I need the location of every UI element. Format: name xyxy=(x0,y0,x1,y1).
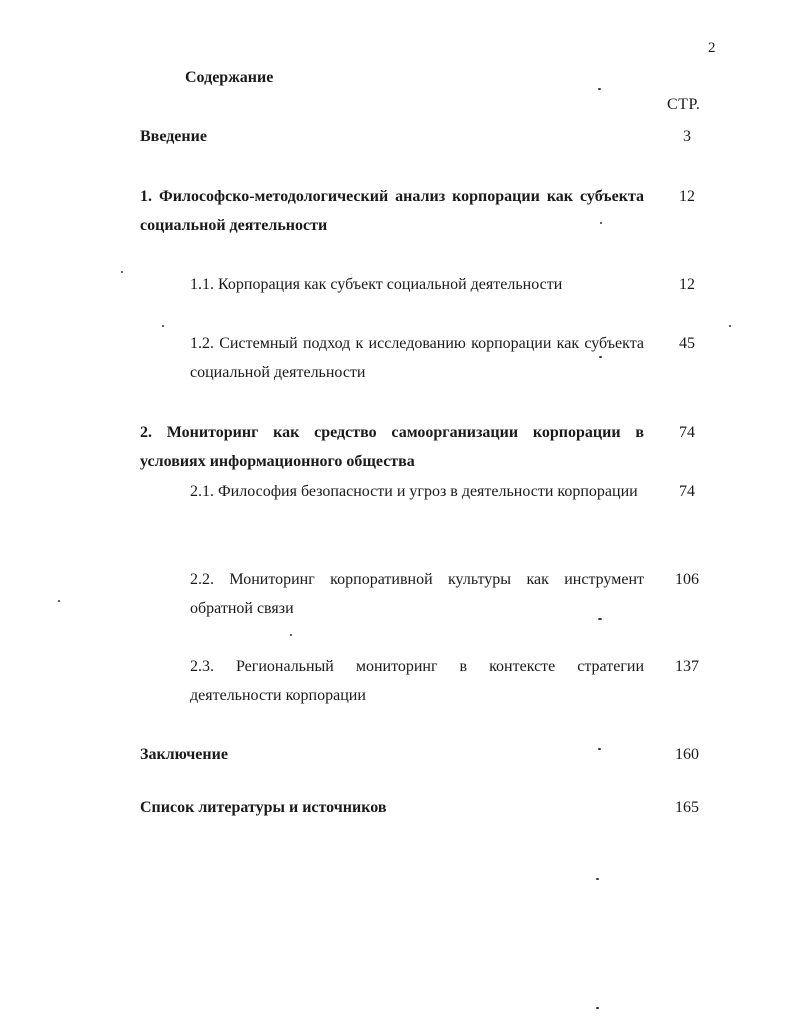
toc-entry-page: 165 xyxy=(675,799,699,816)
toc-entry-title: Введение xyxy=(140,128,207,145)
scan-speck xyxy=(596,1007,599,1009)
toc-entry-title: 2.2. Мониторинг корпоративной культуры как инструмент обратной связи xyxy=(190,571,644,617)
toc-entry-page: 3 xyxy=(683,128,691,145)
toc-entry-page: 12 xyxy=(679,276,695,293)
page-column-header: СТР. xyxy=(667,96,701,113)
page-number: 2 xyxy=(708,40,716,56)
toc-entry-page: 106 xyxy=(675,571,699,588)
scan-speck xyxy=(598,88,601,90)
scan-speck xyxy=(162,325,164,327)
toc-entry-title: 2. Мониторинг как средство самоорганизации корпорации в условиях информационного общества xyxy=(140,424,644,470)
toc-entry-title: 1.2. Системный подход к исследованию корпорации как субъекта социальной деятельности xyxy=(190,335,644,381)
scan-speck xyxy=(290,634,292,636)
scan-speck xyxy=(598,748,601,750)
scan-speck xyxy=(58,600,60,602)
toc-entry-page: 74 xyxy=(679,483,695,500)
toc-entry-title: Заключение xyxy=(140,746,228,763)
toc-entry-title: 2.3. Региональный мониторинг в контексте стратегии деятельности корпорации xyxy=(190,658,644,704)
scan-speck xyxy=(121,271,123,273)
toc-entry-page: 74 xyxy=(679,424,695,441)
scan-speck xyxy=(599,356,602,358)
scan-speck xyxy=(600,222,602,224)
scan-speck xyxy=(729,325,731,327)
toc-entry-title: 1.1. Корпорация как субъект социальной деятельности xyxy=(190,276,563,293)
toc-entry-page: 45 xyxy=(679,335,695,352)
scan-speck xyxy=(596,878,599,880)
toc-entry-title: 1. Философско-методологический анализ корпорации как субъекта социальной деятельности xyxy=(140,188,644,234)
toc-entry-page: 12 xyxy=(679,188,695,205)
scan-speck xyxy=(598,618,602,620)
toc-entry-title: Список литературы и источников xyxy=(140,799,387,816)
toc-entry-title: 2.1. Философия безопасности и угроз в деятельности корпорации xyxy=(190,483,638,500)
toc-entry-page: 137 xyxy=(675,658,699,675)
page-title: Содержание xyxy=(185,69,274,86)
toc-entry-page: 160 xyxy=(675,746,699,763)
